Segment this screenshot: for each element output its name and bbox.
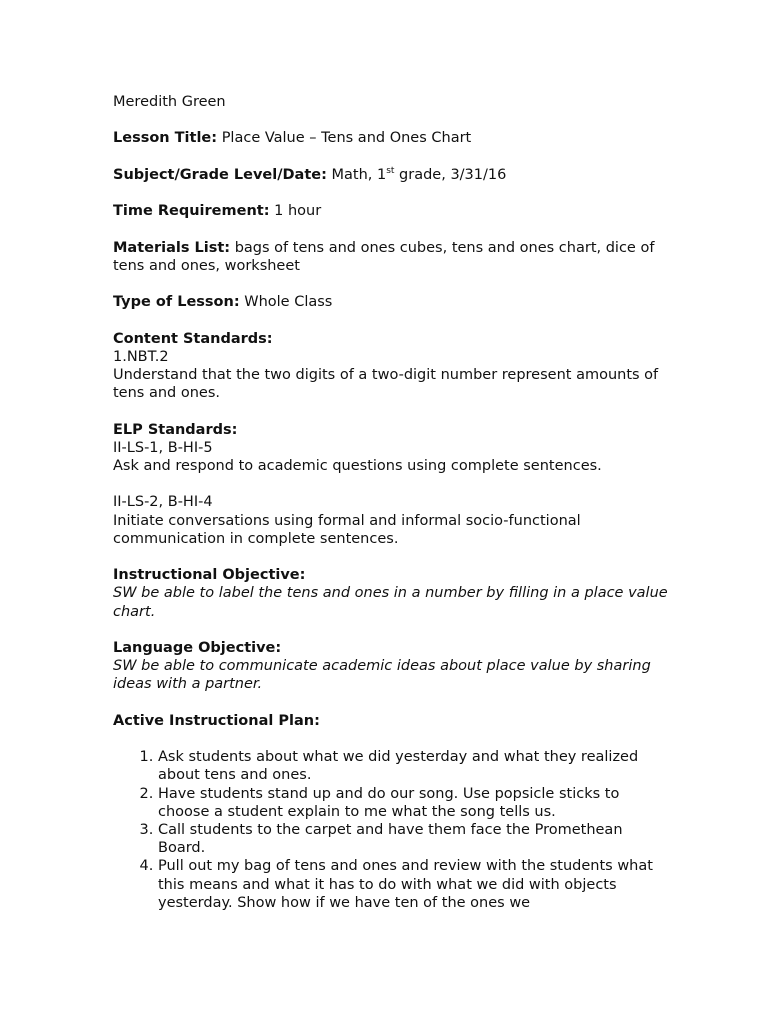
elp-standard-text: Ask and respond to academic questions using complete sentences.: [113, 457, 602, 474]
time-requirement-label: Time Requirement:: [113, 203, 270, 220]
elp-standard-code: II-LS-2, B-HI-4: [113, 494, 213, 511]
elp-standard-code: II-LS-1, B-HI-5: [113, 439, 213, 456]
plan-step: 2. Have students stand up and do our song. Use popsicle sticks to choose a student explain to me what the song tells us.: [158, 785, 673, 821]
time-requirement-value: 1 hour: [274, 203, 322, 220]
plan-step: 1. Ask students about what we did yesterday and what they realized about tens and ones.: [158, 748, 673, 784]
content-standard-code: 1.NBT.2: [113, 348, 169, 365]
instructional-objective-heading: Instructional Objective:: [113, 567, 306, 584]
subject-value-pre: Math, 1: [331, 166, 387, 183]
content-standards-heading: Content Standards:: [113, 330, 273, 347]
lesson-title-value: Place Value – Tens and Ones Chart: [221, 130, 472, 147]
language-objective-text: SW be able to communicate academic ideas about place value by sharing ideas with a partner.: [113, 658, 651, 693]
lesson-type-label: Type of Lesson:: [113, 294, 240, 311]
language-objective-heading: Language Objective:: [113, 639, 282, 656]
materials-value: bags of tens and ones cubes, tens and ones chart, dice of tens and ones, worksheet: [113, 239, 655, 274]
subject-label: Subject/Grade Level/Date:: [113, 166, 327, 183]
plan-step: 4. Pull out my bag of tens and ones and review with the students what this means and what it has to do with what we did with objects yesterday. Show how if we have ten of the ones we: [158, 857, 673, 912]
time-requirement-line: [113, 202, 673, 220]
materials-line: [113, 239, 673, 275]
subject-value: [332, 167, 507, 183]
subject-value-sup: st: [386, 165, 395, 176]
materials-label: Materials List:: [113, 239, 231, 256]
lesson-title-label: Lesson Title:: [113, 130, 218, 147]
instructional-plan-list: [113, 748, 673, 912]
subject-line: [113, 166, 673, 184]
subject-value-post: grade, 3/31/16: [394, 166, 507, 183]
content-standard-text: Understand that the two digits of a two-digit number represent amounts of tens and ones.: [113, 366, 659, 402]
elp-standard-text: Initiate conversations using formal and informal socio-functional communication in complete sentences.: [113, 512, 581, 547]
lesson-type-line: [113, 293, 673, 311]
author-name: Meredith Green: [113, 94, 226, 110]
instructional-objective-text: SW be able to label the tens and ones in a number by filling in a place value chart.: [113, 585, 668, 620]
lesson-title-line: [113, 129, 673, 147]
elp-standards-heading: ELP Standards:: [113, 421, 238, 438]
plan-step: 3. Call students to the carpet and have them face the Promethean Board.: [158, 821, 673, 857]
lesson-plan-document: [113, 93, 673, 912]
instructional-plan-heading: Active Instructional Plan:: [113, 712, 320, 729]
lesson-type-value: Whole Class: [244, 294, 333, 311]
